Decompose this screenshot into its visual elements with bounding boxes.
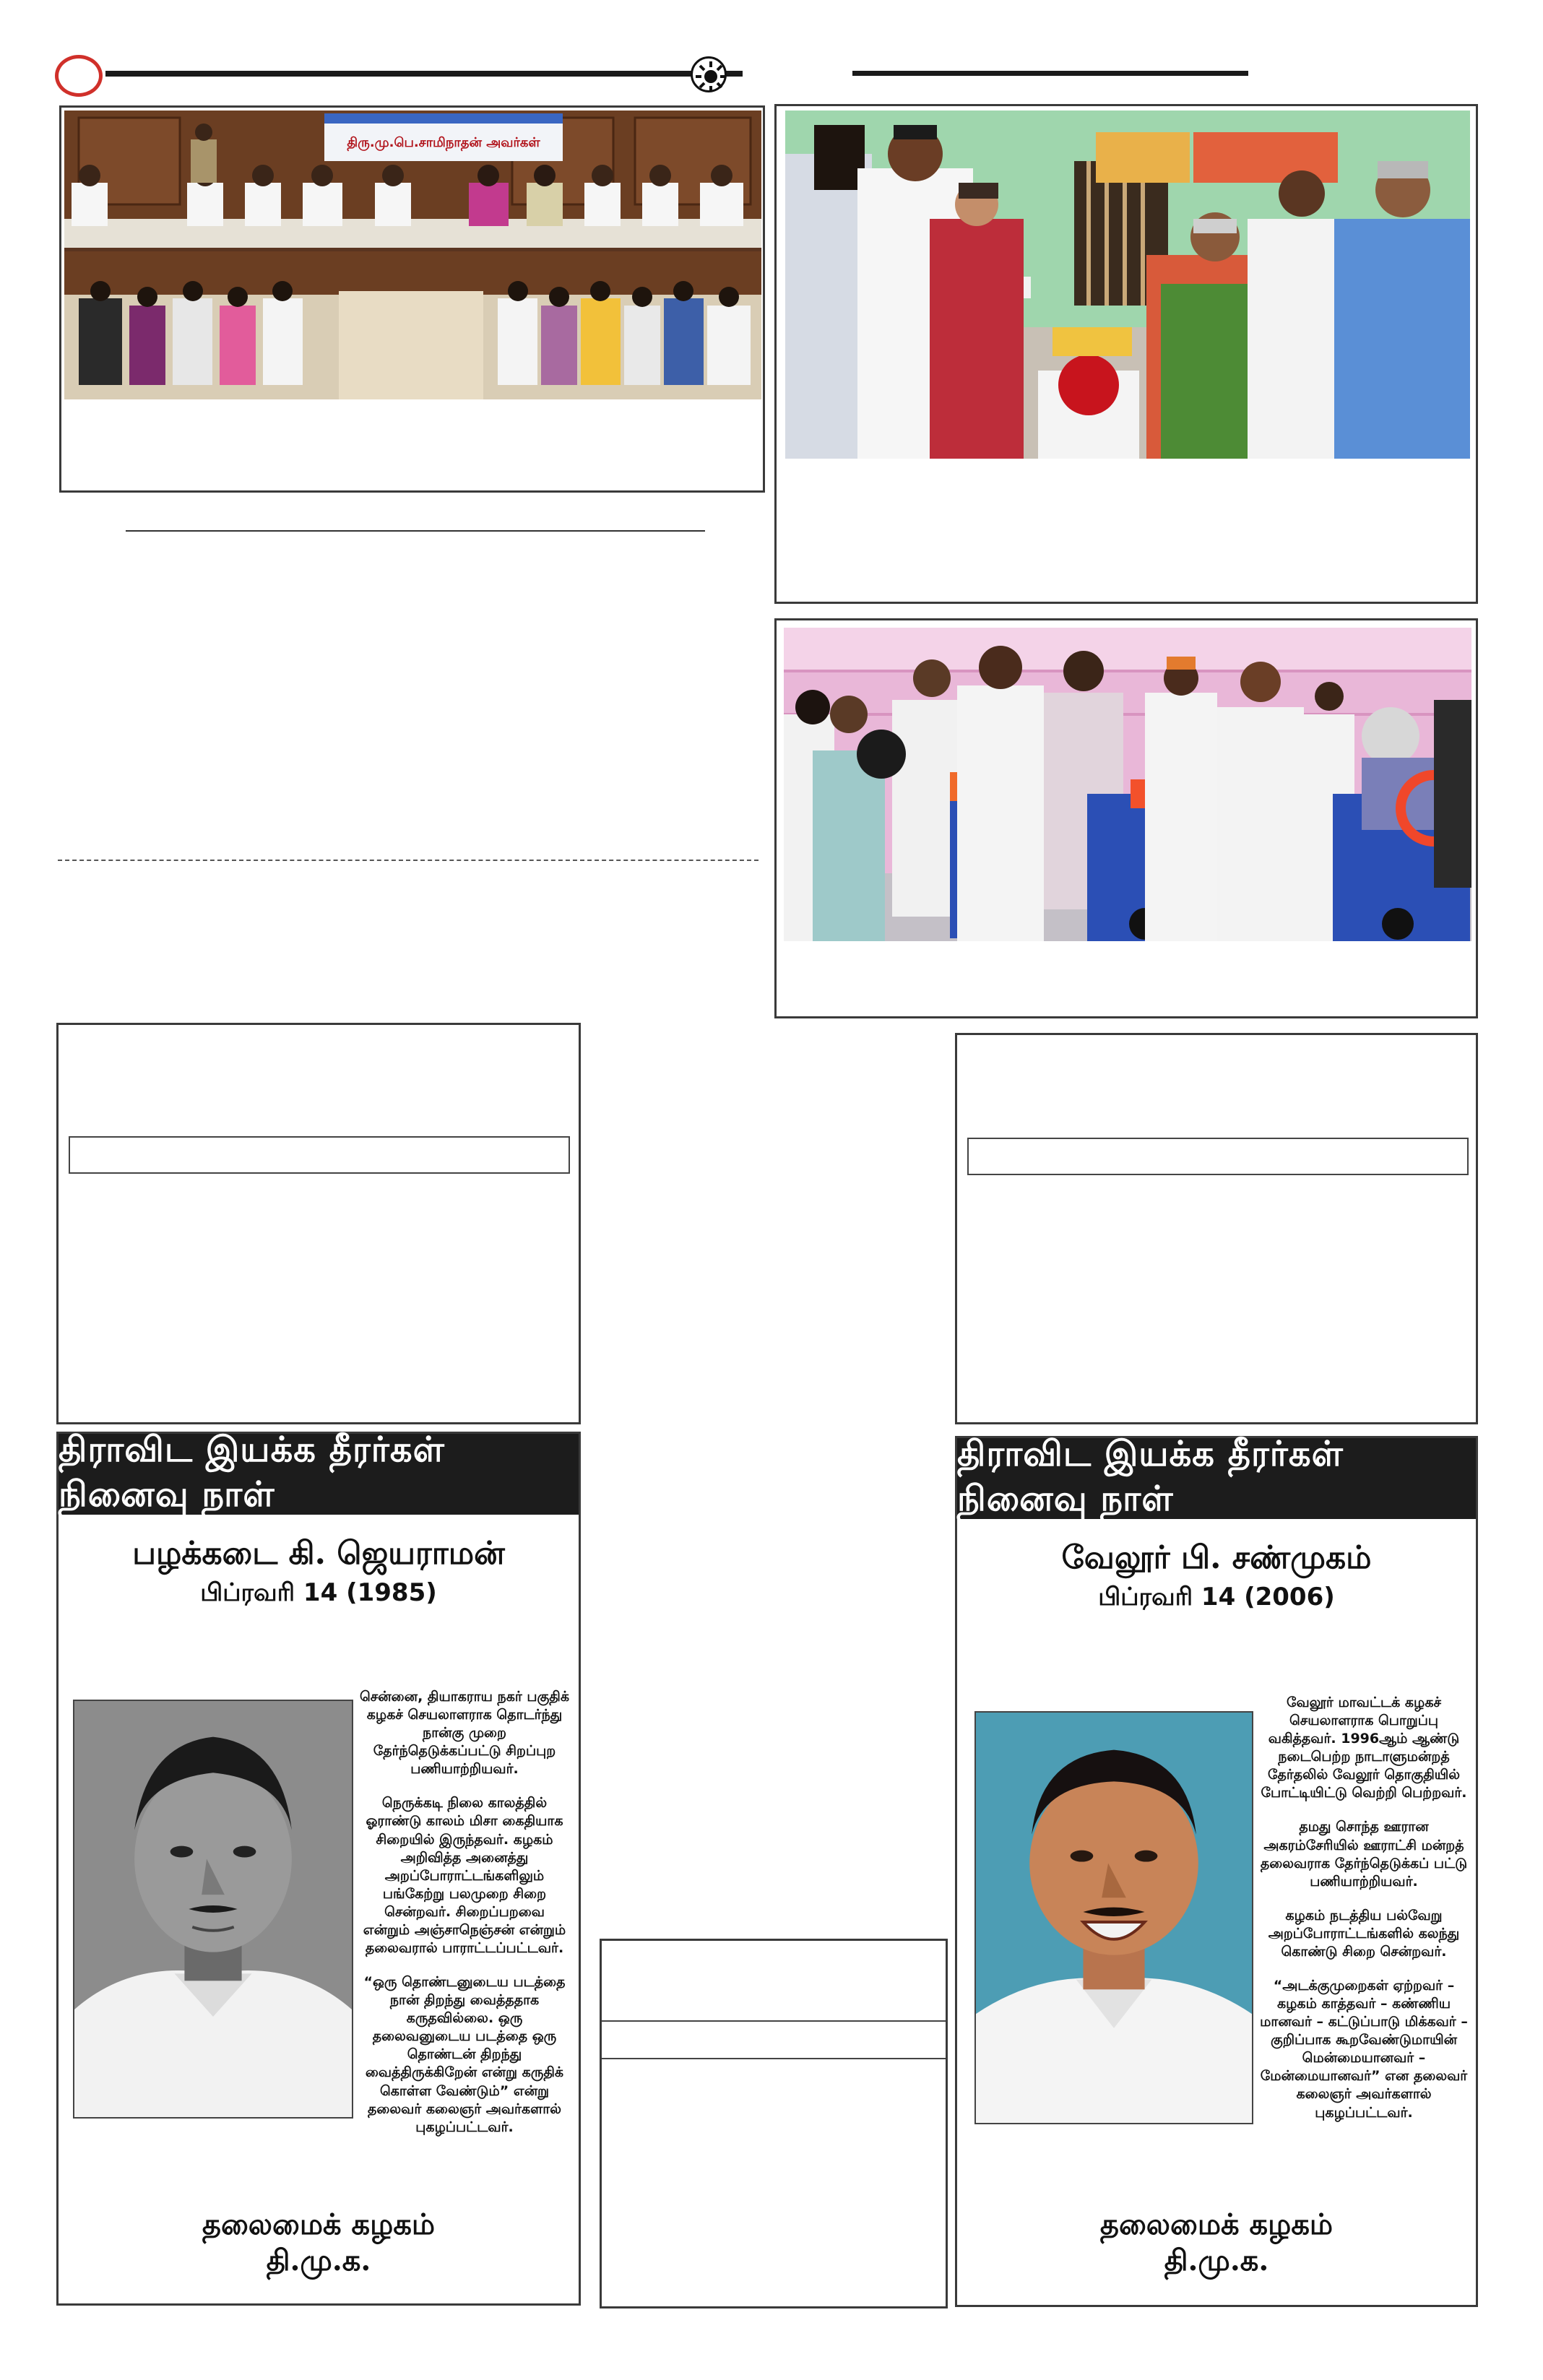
sun-emblem-icon [691,56,727,92]
memorial-right-bio-para1: வேலூர் மாவட்டக் கழகச் செயலாளராக பொறுப்பு வகித்தவர். 1996ஆம் ஆண்டு நடைபெற்ற நாடாளுமன்றத் தேர்தலில் வேலூர் தொகுதியில் போட்டியிட்டு வெற்றி பெற்றவர். [1261,1695,1467,1801]
scooter-photo [784,628,1471,941]
masthead-rule [105,71,743,77]
page-number-badge [55,55,103,97]
memorial-card-left [56,1429,581,2306]
memorial-right-bio-para2: தமது சொந்த ஊரான அகரம்சேரியில் ஊராட்சி மன்றத் தலைவராக தேர்ந்தெடுக்கப் பட்டு பணியாற்றியவர். [1260,1819,1468,1890]
memorial-left-footer-line1: தலைமைக் கழகம் [202,2207,436,2241]
memorial-left-name: பழக்கடை கி. ஜெயராமன் [132,1535,505,1572]
small-notice-rule-2 [602,2058,946,2059]
memorial-left-bio-para1: சென்னை, தியாகராய நகர் பகுதிக் கழகச் செயலாளராக தொடர்ந்து நான்கு முறை தேர்ந்தெடுக்கப்பட்டு சிறப்புற பணியாற்றியவர். [359,1689,570,1778]
memorial-left-portrait [73,1700,353,2119]
scooter-photo-box [774,618,1478,1018]
memorial-right-date: பிப்ரவரி 14 (2006) [1098,1583,1335,1611]
memorial-left-header: திராவிட இயக்க தீரர்கள் நினைவு நாள் [59,1434,579,1515]
meeting-photo-box [59,105,765,493]
notice-box-left-bar [69,1136,570,1174]
memorial-left-bio-para2: நெருக்கடி நிலை காலத்தில் ஓராண்டு காலம் மிசா கைதியாக சிறையில் இருந்தவர். கழகம் அறிவித்த அனைத்து அறப்போராட்டங்களிலும் பங்கேற்று பலமுறை சிறை சென்றவர். சிறைப்பறவை என்றும் அஞ்சாநெஞ்சன் என்றும் தலைவரால் பாராட்டப்பட்டவர். [363,1795,566,1957]
memorial-right-bio-para3: கழகம் நடத்திய பல்வேறு அறப்போராட்டங்களில் கலந்து கொண்டு சிறை சென்றவர். [1268,1907,1460,1960]
section-rule [126,530,705,532]
memorial-left-footer-line2: தி.மு.க. [266,2243,371,2277]
memorial-left-bio [359,1688,570,2136]
masthead-rule-right [852,71,1248,76]
meeting-banner-text: திரு.மு.பெ.சாமிநாதன் அவர்கள் [347,135,540,150]
memorial-left-date: பிப்ரவரி 14 (1985) [200,1578,437,1607]
notice-box-left [56,1023,581,1424]
scooter-caption [788,948,1467,1006]
memorial-right-bio-para4: “அடக்குமுறைகள் ஏற்றவர் – கழகம் காத்தவர் – கண்ணிய மானவர் – கட்டுப்பாடு மிக்கவர் – குறிப்பாக கூறவேண்டுமாயின் மென்மையானவர் – மேன்மையானவர்” என தலைவர் கலைஞர் அவர்களால் புகழப்பட்டவர். [1260,1978,1468,2121]
memorial-right-footer-line2: தி.மு.க. [1164,2243,1269,2277]
dashed-divider [58,860,758,861]
meeting-photo [64,111,761,399]
memorial-right-footer-line1: தலைமைக் கழகம் [1099,2207,1334,2241]
welfare-caption [788,467,1467,590]
memorial-right-portrait [974,1711,1253,2124]
memorial-right-footer [957,2207,1476,2286]
notice-box-right-bar [967,1138,1469,1175]
memorial-left-footer [59,2207,579,2286]
small-notice-rule-1 [602,2020,946,2022]
memorial-right-header: திராவிட இயக்க தீரர்கள் நினைவு நாள் [957,1438,1476,1519]
memorial-right-bio [1259,1694,1469,2142]
memorial-left-bio-para3: “ஒரு தொண்டனுடைய படத்தை நான் திறந்து வைத்ததாக கருதவில்லை. ஒரு தலைவனுடைய படத்தை ஒரு தொண்டன் திறந்து வைத்திருக்கிறேன் என்று கருதிக் கொள்ள வேண்டும்” என்று தலைவர் கலைஞர் அவர்களால் புகழப்பட்டவர். [363,1974,566,2135]
memorial-right-name: வேலூர் பி. சண்முகம் [1061,1539,1372,1576]
masthead [55,52,734,100]
small-notice-box [600,1939,948,2308]
welfare-photo-box [774,104,1478,604]
welfare-photo [785,111,1470,459]
notice-box-right [955,1033,1478,1424]
meeting-caption [73,407,752,479]
memorial-card-right [955,1436,1478,2307]
